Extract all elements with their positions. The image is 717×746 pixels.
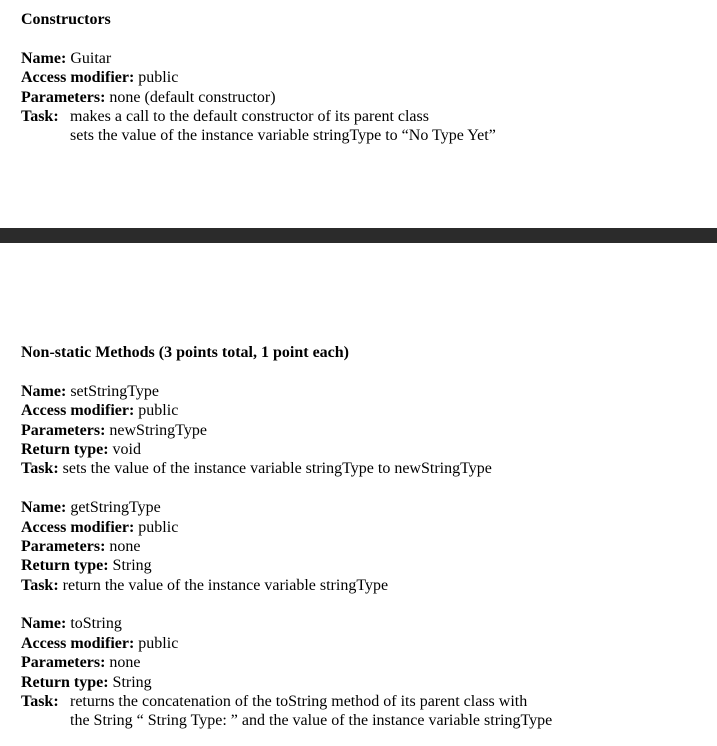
access-label: Access modifier: [21,402,135,420]
constructor-access-row [21,68,717,87]
return-value: String [112,557,152,575]
method-name-row [21,382,717,401]
task-label: Task: [21,693,59,711]
constructor-task-line-2: sets the value of the instance variable stringType to “No Type Yet” [70,127,496,145]
name-value: setStringType [70,382,159,400]
method-params-row [21,537,717,556]
params-value: newStringType [109,421,207,439]
methods-heading: Non-static Methods (3 points total, 1 point each) [21,344,349,361]
method-task-row [21,576,717,595]
name-label: Name: [21,49,67,67]
name-label: Name: [21,382,67,400]
access-label: Access modifier: [21,518,135,536]
return-label: Return type: [21,557,109,575]
params-label: Parameters: [21,88,106,106]
task-line-1: sets the value of the instance variable stringType to newStringType [62,460,492,478]
method-access-row [21,634,717,653]
return-label: Return type: [21,673,109,691]
task-line-1: returns the concatenation of the toString method of its parent class with [70,693,528,711]
method-return-row [21,440,717,459]
params-label: Parameters: [21,421,106,439]
access-value: public [138,69,179,87]
method-name-row [21,498,717,517]
params-label: Parameters: [21,654,106,672]
access-value: public [138,402,179,420]
access-value: public [138,518,179,536]
method-block [21,498,717,595]
task-label: Task: [21,460,59,478]
task-label: Task: [21,107,59,125]
constructor-name-row [21,49,717,68]
name-value: getStringType [70,499,161,517]
name-value: Guitar [70,49,112,67]
method-return-row [21,673,717,692]
method-task-row [21,692,717,711]
params-value: none [109,537,141,555]
task-line-1: makes a call to the default constructor of its parent class [70,107,429,125]
params-value: none [109,654,141,672]
name-value: toString [70,615,122,633]
access-value: public [138,634,179,652]
return-value: String [112,673,152,691]
method-block [21,382,717,479]
task-line-1: return the value of the instance variable stringType [62,576,389,594]
method-block [21,614,717,730]
method-params-row [21,421,717,440]
name-label: Name: [21,499,67,517]
access-label: Access modifier: [21,634,135,652]
task-label: Task: [21,576,59,594]
method-access-row [21,518,717,537]
return-value: void [112,440,141,458]
constructor-params-row [21,88,717,107]
method-access-row [21,401,717,420]
params-label: Parameters: [21,537,106,555]
method-params-row [21,653,717,672]
access-label: Access modifier: [21,69,135,87]
section-divider [0,228,717,243]
method-return-row [21,556,717,575]
constructors-heading: Constructors [21,11,111,28]
method-task-row [21,459,717,478]
name-label: Name: [21,615,67,633]
method-name-row [21,614,717,633]
method-task-line-2: the String “ String Type: ” and the value of the instance variable stringType [70,712,553,730]
constructor-task-row [21,107,717,126]
constructors-section [21,10,717,146]
params-value: none (default constructor) [109,88,276,106]
return-label: Return type: [21,440,109,458]
methods-section [21,343,717,731]
